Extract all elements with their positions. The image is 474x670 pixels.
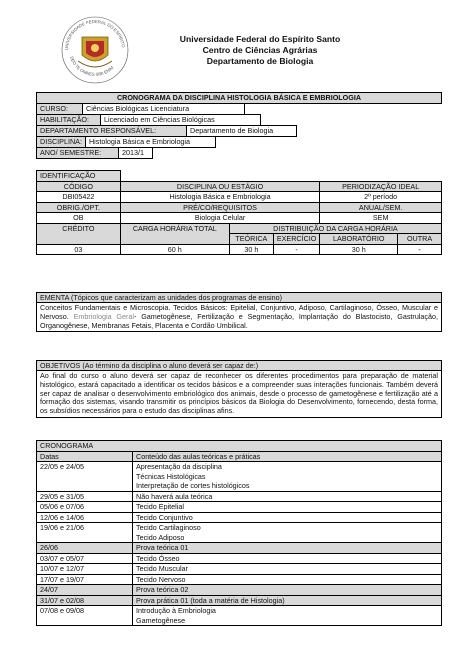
cronograma-content bbox=[133, 606, 442, 626]
cronograma-content-line: Apresentação da disciplina bbox=[136, 462, 222, 471]
cronograma-content bbox=[133, 585, 442, 596]
value-disciplina: Histologia Básica e Embriologia bbox=[85, 137, 215, 148]
cronograma-row bbox=[37, 543, 442, 554]
h-lab: LABORATÓRIO bbox=[320, 234, 398, 245]
ementa-section bbox=[36, 292, 442, 332]
h-prereq: PRÉ/CO/REQUISITOS bbox=[120, 202, 320, 213]
h-obrig: OBRIG./OPT. bbox=[37, 202, 121, 213]
objetivos-section bbox=[36, 360, 442, 418]
seal-text-top: UNIVERSIDADE FEDERAL DO ESPÍRITO bbox=[63, 18, 126, 51]
cronograma-row bbox=[37, 523, 442, 543]
cronograma-content bbox=[133, 502, 442, 513]
h-dist: DISTRIBUIÇÃO DA CARGA HORÁRIA bbox=[229, 223, 441, 234]
document-title: CRONOGRAMA DA DISCIPLINA HISTOLOGIA BÁSICA E EMBRIOLOGIA bbox=[37, 93, 442, 104]
cronograma-content-line: Introdução à Embriologia bbox=[136, 606, 216, 615]
cronograma-date: 22/05 e 24/05 bbox=[37, 462, 133, 492]
cronograma-content-line: Gametogênese bbox=[136, 615, 186, 625]
teorica-value: 30 h bbox=[229, 244, 273, 255]
cronograma-row bbox=[37, 574, 442, 585]
cronograma-content-line: Tecido Epitelial bbox=[136, 502, 184, 511]
cronograma-content-line: Não haverá aula teórica bbox=[136, 491, 213, 501]
university-seal bbox=[60, 15, 130, 85]
institution-header bbox=[130, 34, 390, 67]
ementa-title: EMENTA (Tópicos que caracterizam as unidades dos programas de ensino) bbox=[37, 293, 441, 303]
outra-value: - bbox=[398, 244, 442, 255]
cronograma-content-line: Tecido Cartilaginoso bbox=[136, 523, 201, 532]
cronograma-content-line: Tecido Adiposo bbox=[136, 532, 185, 542]
h-conteudo: Conteúdo das aulas teóricas e práticas bbox=[133, 451, 442, 462]
h-credito: CRÉDITO bbox=[37, 223, 121, 244]
h-datas: Datas bbox=[37, 451, 133, 462]
cronograma-content bbox=[133, 462, 442, 492]
cronograma-content-line: Técnicas Histológicas bbox=[136, 471, 206, 481]
obrig-value: OB bbox=[37, 213, 121, 224]
cronograma-date: 31/07 e 02/08 bbox=[37, 595, 133, 606]
cronograma-content-line: Tecido Nervoso bbox=[136, 574, 186, 584]
cronograma-date: 10/07 e 12/07 bbox=[37, 564, 133, 575]
objetivos-text: Ao final do curso o aluno deverá ser capaz de reconhecer os diferentes procedimentos para preparação de material histológico, estará capacitado a identificar os tecidos básicos e a compreender suas interações funcionais. Também deverá ser capaz de analisar o desenvolvimento embriológico dos animais, desde o processo de gametogênese e fertilização até a formação dos sistemas, visando transmitir os princípios básicos da Biologia do Desenvolvimento, fornecendo, desta forma, os subsídios necessários para o estudo das disciplinas afins. bbox=[40, 371, 438, 416]
cronograma-date: 03/07 e 05/07 bbox=[37, 553, 133, 564]
label-curso: CURSO: bbox=[37, 104, 83, 115]
value-departamento: Departamento de Biologia bbox=[187, 126, 297, 137]
value-curso: Ciências Biológicas Licenciatura bbox=[83, 104, 245, 115]
cronograma-date: 29/05 e 31/05 bbox=[37, 491, 133, 502]
h-disciplina: DISCIPLINA OU ESTÁGIO bbox=[120, 181, 320, 192]
ementa-text-c: - Gametogênese, Fertilização e Segmentação, Implantação do Blastocisto, Gastrulação, Organogênese, Membranas Fetais, Placenta e Cordão Umbilical. bbox=[40, 311, 438, 330]
cronograma-content bbox=[133, 491, 442, 502]
h-periodo: PERIODIZAÇÃO IDEAL bbox=[320, 181, 442, 192]
label-disciplina: DISCIPLINA: bbox=[37, 137, 86, 148]
course-info-table bbox=[36, 92, 442, 104]
h-anual: ANUAL/SEM. bbox=[320, 202, 442, 213]
codigo-value: DBI05422 bbox=[37, 192, 121, 203]
info-ano bbox=[36, 147, 153, 159]
cronograma-content-line: Tecido Muscular bbox=[136, 564, 188, 573]
label-ano: ANO/ SEMESTRE: bbox=[37, 148, 119, 159]
info-curso bbox=[36, 103, 245, 115]
cronograma-content bbox=[133, 595, 442, 606]
h-carga: CARGA HORÁRIA TOTAL bbox=[120, 223, 229, 244]
prereq-value: Biologia Celular bbox=[120, 213, 320, 224]
exercicio-value: - bbox=[273, 244, 320, 255]
cronograma-content-line: Prova prática 01 (toda a matéria de Histologia) bbox=[136, 595, 285, 605]
ementa-text-b: Embriologia Geral bbox=[73, 311, 134, 321]
credito-value: 03 bbox=[37, 244, 121, 255]
cronograma-content-line: Tecido Conjuntivo bbox=[136, 512, 193, 522]
info-habilitacao bbox=[36, 114, 261, 126]
value-ano: 2013/1 bbox=[119, 148, 153, 159]
cronograma-row bbox=[37, 462, 442, 492]
ident-title: IDENTIFICAÇÃO bbox=[37, 171, 121, 182]
cronograma-date: 12/06 e 14/06 bbox=[37, 512, 133, 523]
department-name: Departamento de Biologia bbox=[206, 56, 314, 66]
cronograma-row bbox=[37, 595, 442, 606]
h-outra: OUTRA bbox=[398, 234, 442, 245]
label-habilitacao: HABILITAÇÃO: bbox=[37, 115, 101, 126]
cronograma-date: 05/06 e 07/06 bbox=[37, 502, 133, 513]
seal-text-bottom: DEO TE OMNES SIBI ENIM bbox=[68, 55, 115, 77]
cronograma-date: 24/07 bbox=[37, 585, 133, 596]
cronograma-content-line: Interpretação de cortes histológicos bbox=[136, 481, 250, 490]
cronograma-content-line: Prova teórica 02 bbox=[136, 585, 189, 594]
info-departamento bbox=[36, 125, 297, 137]
cronograma-date: 07/08 e 09/08 bbox=[37, 606, 133, 626]
disciplina-value: Histologia Básica e Embriologia bbox=[120, 192, 320, 203]
cronograma-table bbox=[36, 440, 442, 626]
periodo-value: 2º período bbox=[320, 192, 442, 203]
cronograma-content bbox=[133, 543, 442, 554]
cronograma-content bbox=[133, 512, 442, 523]
h-teorica: TEÓRICA bbox=[229, 234, 273, 245]
cronograma-row bbox=[37, 585, 442, 596]
cronograma-content-line: Prova teórica 01 bbox=[136, 543, 189, 552]
cronograma-row bbox=[37, 502, 442, 513]
identification-table bbox=[36, 170, 442, 255]
h-exercicio: EXERCÍCIO bbox=[273, 234, 320, 245]
cronograma-title: CRONOGRAMA bbox=[37, 441, 442, 452]
cronograma-row bbox=[37, 606, 442, 626]
cronograma-row bbox=[37, 512, 442, 523]
cronograma-row bbox=[37, 564, 442, 575]
cronograma-date: 17/07 e 19/07 bbox=[37, 574, 133, 585]
info-disciplina bbox=[36, 136, 216, 148]
ementa-text bbox=[37, 303, 441, 331]
cronograma-content bbox=[133, 553, 442, 564]
cronograma-content bbox=[133, 574, 442, 585]
lab-value: 30 h bbox=[320, 244, 398, 255]
label-departamento: DEPARTAMENTO RESPONSÁVEL: bbox=[37, 126, 187, 137]
anual-value: SEM bbox=[320, 213, 442, 224]
cronograma-content bbox=[133, 523, 442, 543]
university-name: Universidade Federal do Espírito Santo bbox=[179, 34, 341, 44]
cronograma-date: 19/06 e 21/06 bbox=[37, 523, 133, 543]
cronograma-date: 26/06 bbox=[37, 543, 133, 554]
value-habilitacao: Licenciado em Ciências Biológicas bbox=[101, 115, 261, 126]
center-name: Centro de Ciências Agrárias bbox=[202, 45, 318, 55]
carga-value: 60 h bbox=[120, 244, 229, 255]
cronograma-content-line: Tecido Ósseo bbox=[136, 553, 180, 563]
h-codigo: CÓDIGO bbox=[37, 181, 121, 192]
cronograma-row bbox=[37, 553, 442, 564]
cronograma-row bbox=[37, 491, 442, 502]
objetivos-title: OBJETIVOS (Ao término da disciplina o aluno deverá ser capaz de:) bbox=[37, 361, 441, 371]
ementa-text-a: Conceitos Fundamentais e Microscopia. Tecidos Básicos: Epitelial, Conjuntivo, Adiposo, Cartilaginoso, Ósseo, Muscular e Nervoso. bbox=[40, 303, 438, 321]
cronograma-content bbox=[133, 564, 442, 575]
